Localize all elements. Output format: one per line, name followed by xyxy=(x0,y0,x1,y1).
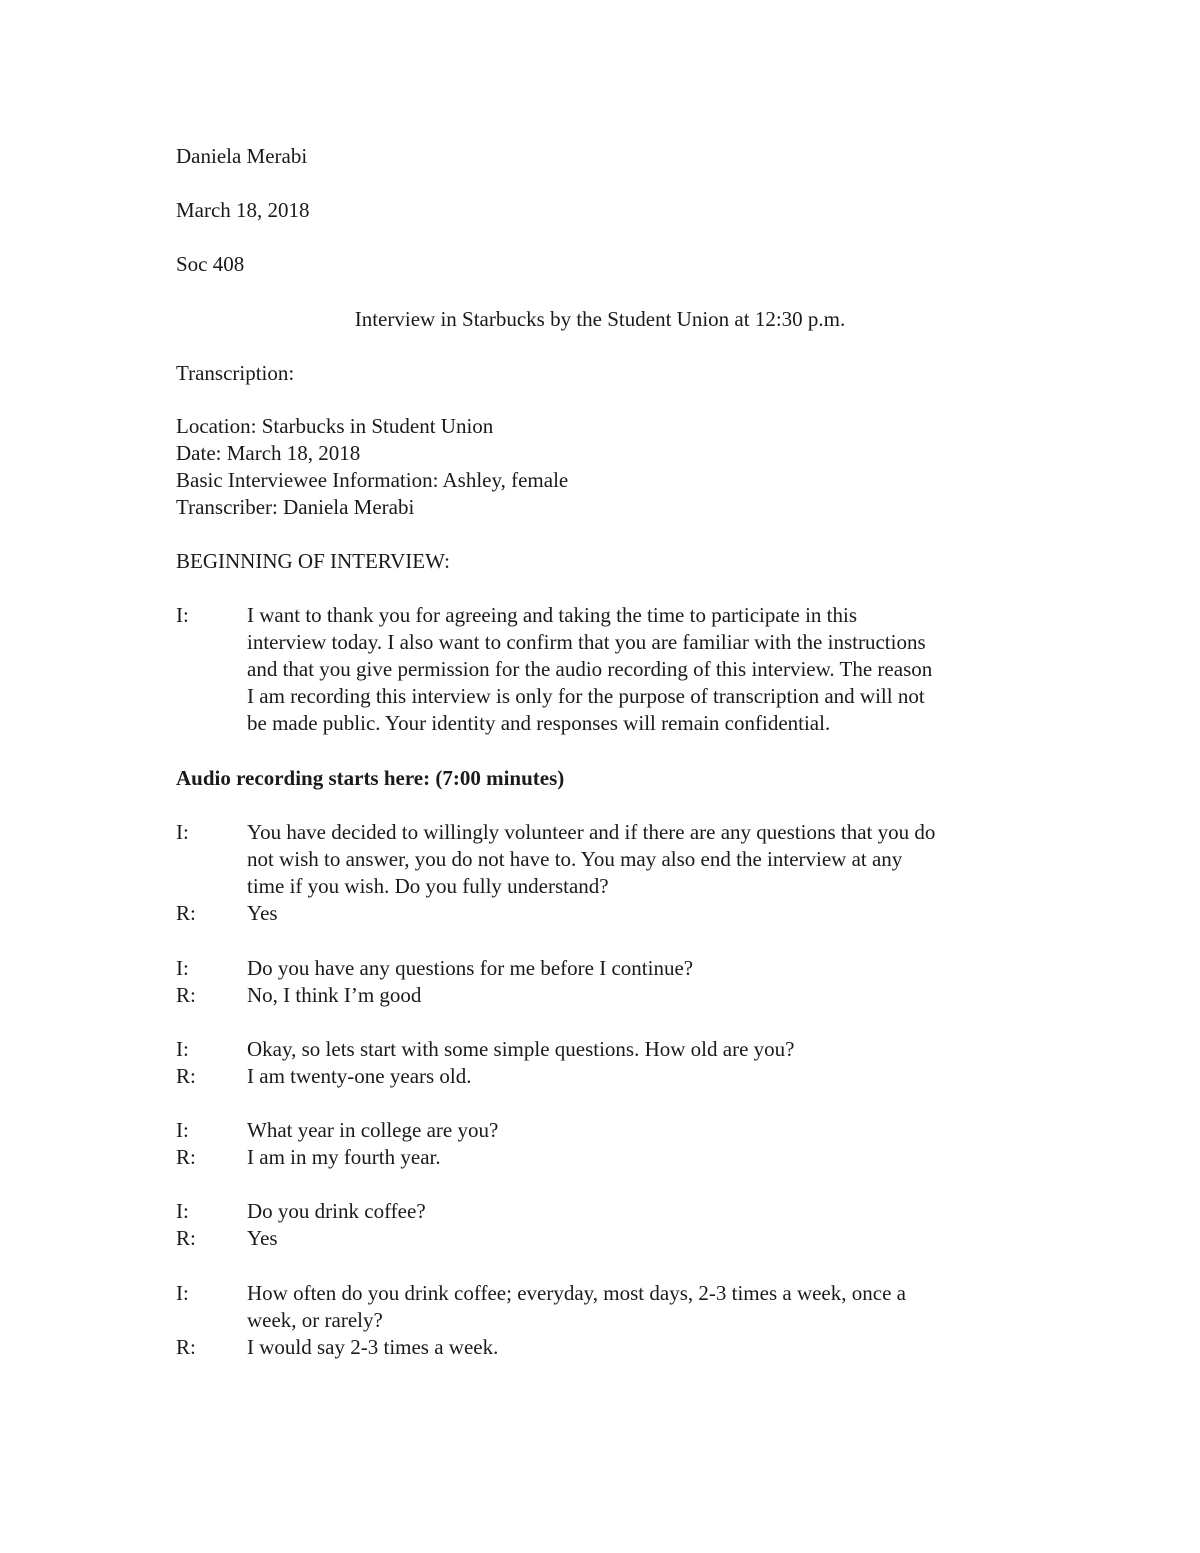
speaker-label: I: xyxy=(176,1199,189,1223)
exchange xyxy=(176,819,1036,927)
speaker-label: R: xyxy=(176,1226,196,1250)
info-transcriber: Transcriber: Daniela Merabi xyxy=(176,495,415,519)
question xyxy=(176,1280,1036,1334)
intro-line: I am recording this interview is only for the purpose of transcription and will not xyxy=(247,684,925,708)
exchange xyxy=(176,955,1036,1009)
question-line: What year in college are you? xyxy=(247,1118,499,1142)
speaker-label: I: xyxy=(176,1281,189,1305)
speaker-label: I: xyxy=(176,1037,189,1061)
answer xyxy=(176,1144,1036,1171)
answer-line: I am in my fourth year. xyxy=(247,1145,441,1169)
course-code: Soc 408 xyxy=(176,252,245,276)
speaker-label: R: xyxy=(176,1335,196,1359)
question-line: Do you have any questions for me before I continue? xyxy=(247,956,694,980)
speaker-label: R: xyxy=(176,983,196,1007)
question xyxy=(176,819,1036,900)
intro-line: and that you give permission for the audio recording of this interview. The reason xyxy=(247,657,933,681)
speaker-label: R: xyxy=(176,1064,196,1088)
author-name: Daniela Merabi xyxy=(176,144,308,168)
question-line: time if you wish. Do you fully understand? xyxy=(247,874,609,898)
question xyxy=(176,1198,1036,1225)
speaker-label: I: xyxy=(176,956,189,980)
question-line: Okay, so lets start with some simple questions. How old are you? xyxy=(247,1037,795,1061)
exchange xyxy=(176,1198,1036,1252)
info-date: Date: March 18, 2018 xyxy=(176,441,361,465)
intro-statement xyxy=(176,602,1036,737)
exchange xyxy=(176,1280,1036,1361)
question-line: not wish to answer, you do not have to. You may also end the interview at any xyxy=(247,847,903,871)
answer xyxy=(176,1334,1036,1361)
speaker-label: I: xyxy=(176,603,189,627)
exchange xyxy=(176,1117,1036,1171)
question xyxy=(176,1117,1036,1144)
document-title: Interview in Starbucks by the Student Union at 12:30 p.m. xyxy=(354,307,846,331)
info-location: Location: Starbucks in Student Union xyxy=(176,414,494,438)
answer-line: I would say 2-3 times a week. xyxy=(247,1335,499,1359)
speaker-label: I: xyxy=(176,820,189,844)
question-line: week, or rarely? xyxy=(247,1308,383,1332)
answer-line: Yes xyxy=(247,901,278,925)
question-line: How often do you drink coffee; everyday, most days, 2-3 times a week, once a xyxy=(247,1281,906,1305)
speaker-label: R: xyxy=(176,901,196,925)
question xyxy=(176,1036,1036,1063)
exchange xyxy=(176,1036,1036,1090)
speaker-label: I: xyxy=(176,1118,189,1142)
info-interviewee: Basic Interviewee Information: Ashley, female xyxy=(176,468,569,492)
question-line: You have decided to willingly volunteer and if there are any questions that you do xyxy=(247,820,936,844)
intro-line: interview today. I also want to confirm that you are familiar with the instructions xyxy=(247,630,926,654)
beginning-label: BEGINNING OF INTERVIEW: xyxy=(176,549,450,573)
transcription-label: Transcription: xyxy=(176,361,295,385)
answer-line: Yes xyxy=(247,1226,278,1250)
intro-line: I want to thank you for agreeing and taking the time to participate in this xyxy=(247,603,857,627)
intro-line: be made public. Your identity and responses will remain confidential. xyxy=(247,711,831,735)
answer xyxy=(176,1225,1036,1252)
answer xyxy=(176,982,1036,1009)
question-line: Do you drink coffee? xyxy=(247,1199,426,1223)
answer xyxy=(176,1063,1036,1090)
audio-recording-label: Audio recording starts here: (7:00 minutes) xyxy=(176,766,565,790)
answer xyxy=(176,900,1036,927)
speaker-label: R: xyxy=(176,1145,196,1169)
answer-line: I am twenty-one years old. xyxy=(247,1064,472,1088)
question xyxy=(176,955,1036,982)
document-date: March 18, 2018 xyxy=(176,198,310,222)
answer-line: No, I think I’m good xyxy=(247,983,422,1007)
